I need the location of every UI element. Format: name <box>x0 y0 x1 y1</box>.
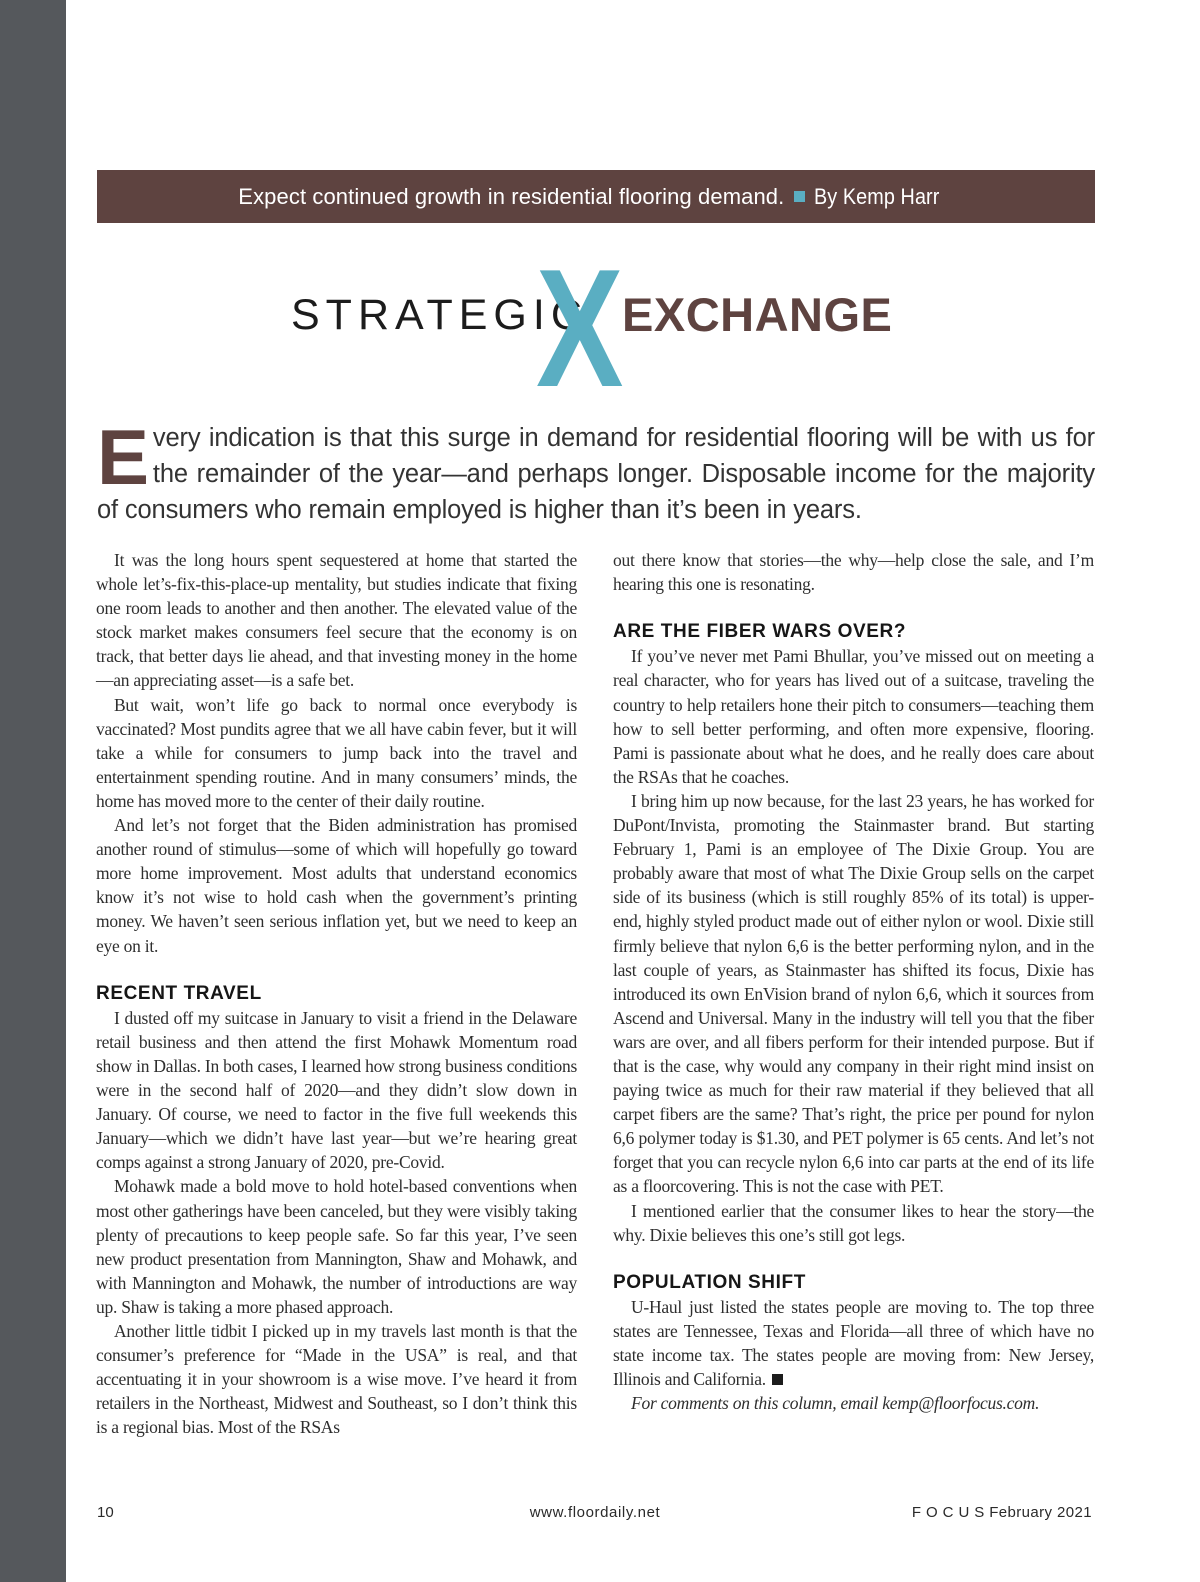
footer-issue: F O C U S February 2021 <box>911 1504 1092 1521</box>
comment-note: For comments on this column, email kemp@floorfocus.com. <box>631 1393 1040 1414</box>
article-deck <box>97 170 1095 223</box>
logo-strategic: STRATEGIC <box>291 291 588 339</box>
paragraph: I dusted off my suitcase in January to visit a friend in the Delaware retail business and then attend the first Mohawk Momentum road show in Dallas. In both cases, I learned how strong business conditions were in the second half of 2020—and they didn’t slow down in January. Of course, we need to factor in the five full weekends this January—which we didn’t have last year—but we’re hearing great comps against a strong January of 2020, pre-Covid. <box>96 1007 577 1173</box>
subhead-population-shift: POPULATION SHIFT <box>613 1271 806 1293</box>
logo-x-letter: X <box>536 234 624 422</box>
page-edge-bar <box>0 0 66 1582</box>
end-mark-icon <box>772 1374 783 1385</box>
paragraph: And let’s not forget that the Biden administration has promised another round of stimulus—some of which will hopefully go toward more home improvement. Most adults that understand economics know it’s not wise to hold cash when the government’s printing money. We haven’t seen serious inflation yet, but we need to keep an eye on it. <box>96 815 577 956</box>
paragraph: I bring him up now because, for the last 23 years, he has worked for DuPont/Invista, promoting the Stainmaster brand. But starting February 1, Pami is an employee of The Dixie Group. You are probably aware that most of what The Dixie Group sells on the carpet side of its business (which is still roughly 85% of its total) is upper-end, highly styled product made out of either nylon or wool. Dixie still firmly believe that nylon 6,6 is the better performing nylon, and in the last couple of years, as Stainmaster has shifted its focus, Dixie has introduced its own EnVision brand of nylon 6,6, which it sources from Ascend and Universal. Many in the industry will tell you that the fiber wars are over, and all fibers perform for their intended purpose. But if that is the case, why would any company in their right mind insist on paying twice as much for their raw material if they believed that all carpet fibers are the same? That’s right, the price per pound for nylon 6,6 polymer today is $1.30, and PET polymer is 65 cents. And let’s not forget that you can recycle nylon 6,6 into car parts at the end of its life as a floorcovering. This is not the case with PET. <box>613 790 1094 1197</box>
paragraph: I mentioned earlier that the consumer likes to hear the story—the why. Dixie believes this one’s still got legs. <box>613 1200 1094 1245</box>
paragraph: Another little tidbit I picked up in my travels last month is that the consumer’s preference for “Made in the USA” is real, and that accentuating it in your showroom is a wise move. I’ve heard it from retailers in the Northeast, Midwest and Southeast, so I don’t think this is a regional bias. Most of the RSAs <box>96 1321 577 1438</box>
article-column-right <box>613 548 1094 1415</box>
final-paragraph <box>613 1295 1094 1391</box>
lede-paragraph <box>97 413 1095 528</box>
paragraph: out there know that stories—the why—help close the sale, and I’m hearing this one is resonating. <box>613 550 1094 595</box>
logo-exchange: EXCHANGE <box>622 288 893 341</box>
paragraph: If you’ve never met Pami Bhullar, you’ve missed out on meeting a real character, who for years has lived out of a suitcase, traveling the country to help retailers hone their pitch to consumers—teaching them how to sell better performing, and often more expensive, flooring. Pami is passionate about what he does, and he really does care about the RSAs that he coaches. <box>613 646 1094 787</box>
footer-website: www.floordaily.net <box>529 1504 661 1521</box>
paragraph: It was the long hours spent sequestered at home that started the whole let’s-fix-this-place-up mentality, but studies indicate that fixing one room leads to another and then another. The elevated value of the stock market makes consumers feel secure that the economy is on track, that better days lie ahead, and that investing money in the home—an appreciating asset—is a safe bet. <box>96 550 577 691</box>
subhead-fiber-wars: ARE THE FIBER WARS OVER? <box>613 621 907 643</box>
byline: By Kemp Harr <box>814 183 940 209</box>
square-bullet-icon <box>794 191 805 202</box>
paragraph: Mohawk made a bold move to hold hotel-based conventions when most other gatherings have been canceled, but they were visibly taking plenty of precautions to keep people safe. So far this year, I’ve seen new product presentation from Mannington, Shaw and Mohawk, and with Mannington and Mohawk, the number of introductions are way up. Shaw is taking a more phased approach. <box>96 1176 577 1317</box>
paragraph-text: U-Haul just listed the states people are moving to. The top three states are Tennessee, Texas and Florida—all three of which have no state income tax. The states people are moving from: New Jersey, Illinois and California. <box>613 1296 1094 1390</box>
drop-cap: E <box>97 413 149 501</box>
article-column-left <box>96 548 577 1439</box>
paragraph: But wait, won’t life go back to normal once everybody is vaccinated? Most pundits agree that we all have cabin fever, but it will take a while for consumers to jump back into the travel and entertainment spending routine. And in many consumers’ minds, the home has moved more to the center of their daily routine. <box>96 694 577 811</box>
deck-text: Expect continued growth in residential flooring demand. <box>238 183 785 209</box>
lede-text: very indication is that this surge in demand for residential flooring will be with us for the remainder of the year—and perhaps longer. Disposable income for the majority of consumers who remain employed is higher than it’s been in years. <box>97 424 1095 524</box>
page-number: 10 <box>97 1504 114 1521</box>
subhead-recent-travel: RECENT TRAVEL <box>96 982 262 1004</box>
